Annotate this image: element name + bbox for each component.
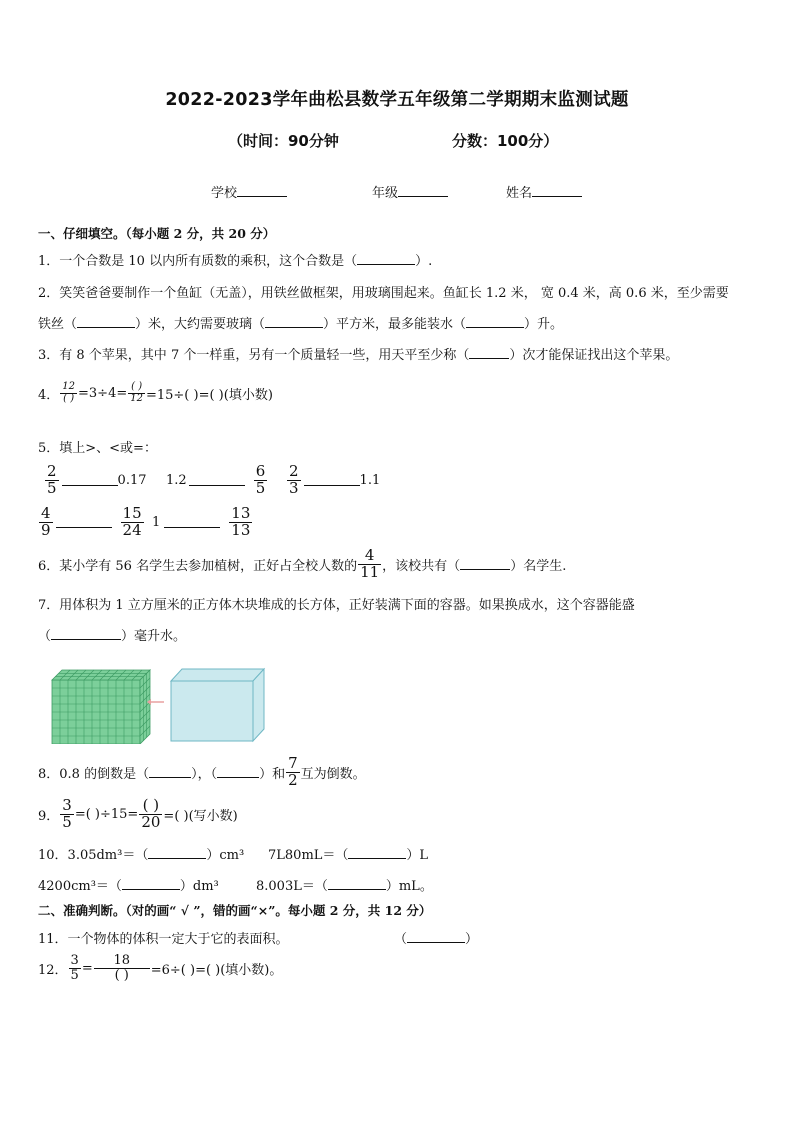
compare-blank[interactable] [304, 474, 360, 486]
fraction: $\frac{12}{( )}$ [62, 381, 76, 404]
cube-container-figure [50, 664, 280, 744]
fraction: $\frac{2}{5}$ [47, 462, 57, 497]
grade-label: 年级 [372, 186, 399, 201]
compare-d [38, 506, 145, 539]
compare-c: $\frac{2}{3}$ 1.1 [289, 462, 381, 497]
school-field [211, 182, 287, 201]
answer-blank[interactable] [460, 558, 510, 570]
container-top-face [171, 669, 264, 681]
answer-blank[interactable] [122, 878, 180, 890]
question-7: 7．用体积为 1 立方厘米的正方体木块堆成的长方体，正好装满下面的容器。如果换成水，这个容器能盛 [38, 598, 635, 613]
fraction: $\frac{4}{9}$ [41, 504, 51, 539]
answer-blank[interactable] [407, 931, 465, 943]
answer-blank[interactable] [148, 847, 206, 859]
cube-stack [52, 670, 150, 744]
section-1-heading: 一、仔细填空。（每小题 2 分，共 20 分） [38, 226, 276, 241]
question-3: 3．有 8 个苹果，其中 7 个一样重，另有一个质量轻一些，用天平至少称（ ）次才能保证找出这个苹果。 [38, 348, 679, 363]
fraction: $\frac{2}{3}$ [289, 462, 299, 497]
fraction: $\frac{18}{( )}$ [94, 954, 150, 982]
question-10-d: 8.003L＝（ ）mL。 [256, 879, 433, 894]
grade-blank[interactable] [398, 185, 448, 197]
fraction: $\frac{15}{24}$ [122, 504, 142, 539]
compare-blank[interactable] [56, 516, 112, 528]
question-8: 8．0.8 的倒数是（ ），（ ）和 $\frac{7}{2}$ 互为倒数。 [38, 754, 366, 789]
question-4: 4． $\frac{12}{( )}$ =3÷4= $\frac{( )}{12}$ =15÷( )=( )(填小数) [38, 381, 273, 404]
answer-blank[interactable] [51, 628, 121, 640]
question-11-answer: （ ） [394, 932, 479, 947]
question-5-label: 5．填上>、<或=： [38, 441, 157, 456]
compare-blank[interactable] [164, 516, 220, 528]
question-9: 9． $\frac{3}{5}$ =( )÷15= $\frac{( )}{20}$ =( )(写小数) [38, 796, 238, 831]
fraction: $\frac{3}{5}$ [70, 953, 79, 983]
question-2: 2．笑笑爸爸要制作一个鱼缸（无盖），用铁丝做框架，用玻璃围起来。鱼缸长 1.2 米， 宽 0.4 米，高 0.6 米，至少需要 [38, 286, 729, 301]
cube-face [52, 670, 150, 680]
container-box [171, 664, 264, 741]
compare-blank[interactable] [62, 474, 118, 486]
question-10-b: 7L80mL＝（ ）L [268, 848, 429, 863]
question-7-figure [50, 664, 280, 744]
compare-blank[interactable] [189, 474, 245, 486]
page-title: 2022-2023学年曲松县数学五年级第二学期期末监测试题 [165, 90, 629, 110]
score-label: 分数：100分） [452, 132, 559, 150]
answer-blank[interactable] [348, 847, 406, 859]
name-blank[interactable] [532, 185, 582, 197]
question-2-blanks: 铁丝（ ）米，大约需要玻璃（ ）平方米，最多能装水（ ）升。 [38, 317, 564, 332]
section-2-heading: 二、准确判断。（对的画“ √ ”，错的画“×”。每小题 2 分，共 12 分） [38, 903, 432, 918]
container-side-face [253, 669, 264, 741]
compare-b: 1.2 $\frac{6}{5}$ [166, 462, 266, 497]
grade-field [372, 182, 448, 201]
answer-blank[interactable] [77, 316, 135, 328]
question-10-c: 4200cm³＝（ ）dm³ [38, 879, 219, 894]
question-12: 12． $\frac{3}{5}$ = $\frac{18}{( )}$ =6÷( )=( )(填小数)。 [38, 953, 283, 983]
name-label: 姓名 [506, 186, 533, 201]
fraction: $\frac{6}{5}$ [255, 462, 266, 497]
question-10-a: 10．3.05dm³＝（ ）cm³ [38, 848, 245, 863]
fraction: $\frac{13}{13}$ [231, 504, 251, 539]
compare-e: 1 $\frac{13}{13}$ [152, 504, 251, 539]
answer-blank[interactable] [328, 878, 386, 890]
time-label: （时间：90分钟 [228, 132, 339, 150]
question-6: 6．某小学有 56 名学生去参加植树，正好占全校人数的 $\frac{4}{11}$ ，该校共有（ ）名学生. [38, 546, 567, 581]
answer-blank[interactable] [265, 316, 323, 328]
compare-a: $\frac{2}{5}$ 0.17 [47, 462, 147, 497]
fraction: $\frac{( )}{20}$ [141, 796, 161, 831]
answer-blank[interactable] [466, 316, 524, 328]
question-11: 11．一个物体的体积一定大于它的表面积。 [38, 932, 289, 947]
school-label: 学校 [211, 186, 238, 201]
fraction: $\frac{4}{11}$ [360, 546, 380, 581]
answer-blank[interactable] [217, 766, 259, 778]
fraction: $\frac{( )}{12}$ [130, 381, 143, 404]
answer-blank[interactable] [357, 253, 415, 265]
container-front-face [171, 681, 253, 741]
name-field [506, 182, 582, 201]
answer-blank[interactable] [149, 766, 191, 778]
fraction: $\frac{3}{5}$ [62, 796, 72, 831]
answer-blank[interactable] [469, 347, 509, 359]
school-blank[interactable] [237, 185, 287, 197]
question-1: 1．一个合数是 10 以内所有质数的乘积，这个合数是（ ）. [38, 254, 433, 269]
fraction: $\frac{7}{2}$ [288, 754, 298, 789]
question-7-blank: （ ）毫升水。 [38, 629, 187, 644]
